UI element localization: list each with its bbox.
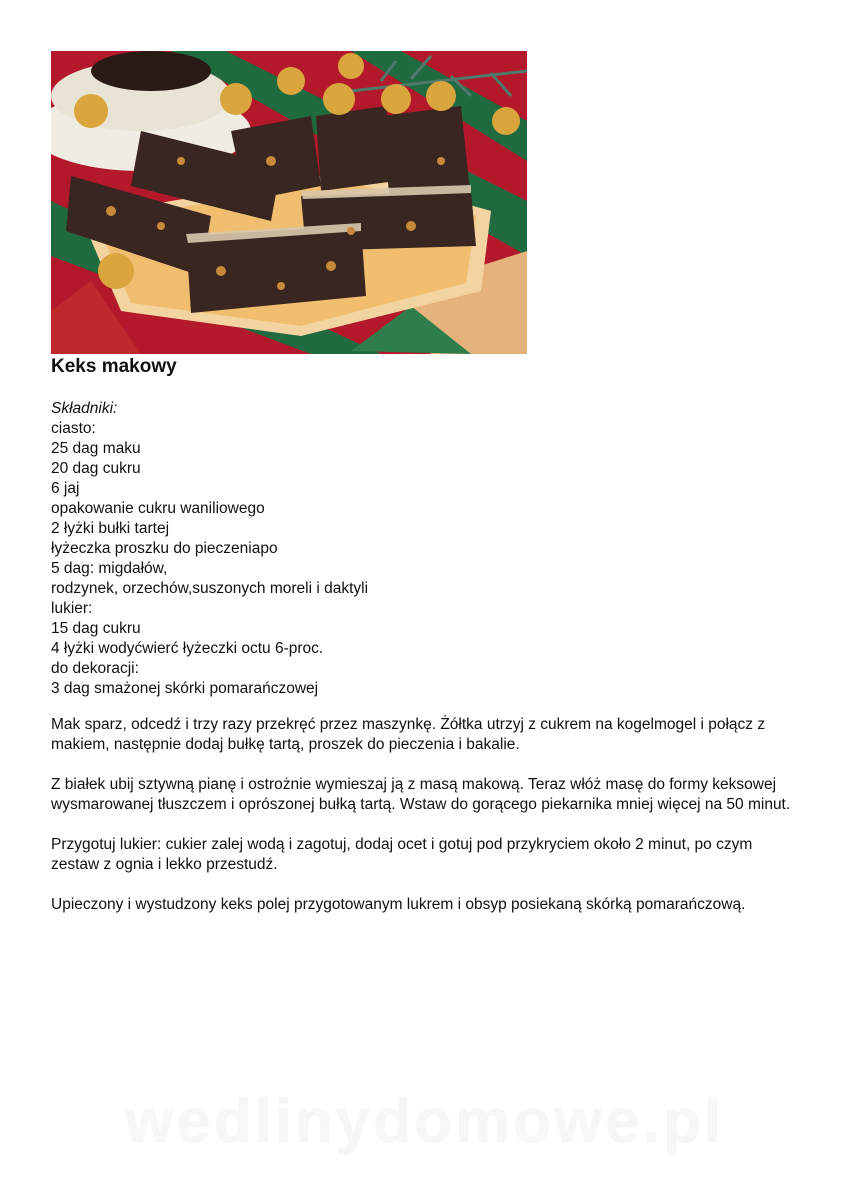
poppy-seed-cake-illustration: [51, 51, 527, 354]
ingredient-line: opakowanie cukru waniliowego: [51, 500, 265, 517]
recipe-title: Keks makowy: [51, 356, 177, 377]
ingredient-line: lukier:: [51, 600, 93, 617]
step-paragraph: Przygotuj lukier: cukier zalej wodą i zagotuj, dodaj ocet i gotuj pod przykryciem około 2 minut, po czym zestaw z ognia i lekko przestudź.: [51, 836, 753, 873]
ingredient-line: do dekoracji:: [51, 660, 139, 677]
ingredient-line: 25 dag maku: [51, 440, 141, 457]
ingredient-line: 5 dag: migdałów,: [51, 560, 168, 577]
ingredient-line: 6 jaj: [51, 480, 80, 497]
ingredients-label: Składniki:: [51, 400, 118, 417]
ingredient-line: ciasto:: [51, 420, 96, 437]
ingredient-line: 4 łyżki wodyćwierć łyżeczki octu 6-proc.: [51, 640, 324, 657]
step-paragraph: Z białek ubij sztywną pianę i ostrożnie wymieszaj ją z masą makową. Teraz włóż masę do formy keksowej wysmarowanej tłuszczem i oprószonej bułką tartą. Wstaw do gorącego piekarnika mniej więcej na 50 minut.: [51, 776, 791, 813]
ingredient-line: rodzynek, orzechów,suszonych moreli i daktyli: [51, 580, 369, 597]
step-paragraph: Upieczony i wystudzony keks polej przygotowanym lukrem i obsyp posiekaną skórką pomarańczową.: [51, 896, 746, 913]
recipe-photo: [51, 51, 527, 354]
ingredients-list: [51, 399, 368, 699]
step-paragraph: Mak sparz, odcedź i trzy razy przekręć przez maszynkę. Żółtka utrzyj z cukrem na kogelmogel i połącz z makiem, następnie dodaj bułkę tartą, proszek do pieczenia i bakalie.: [51, 716, 766, 753]
ingredient-line: 15 dag cukru: [51, 620, 141, 637]
ingredient-line: łyżeczka proszku do pieczeniapo: [51, 540, 278, 557]
site-watermark: wedlinydomowe.pl: [124, 1087, 725, 1156]
ingredient-line: 20 dag cukru: [51, 460, 141, 477]
preparation-steps: [51, 715, 796, 935]
ingredient-line: 2 łyżki bułki tartej: [51, 520, 170, 537]
ingredient-line: 3 dag smażonej skórki pomarańczowej: [51, 680, 319, 697]
